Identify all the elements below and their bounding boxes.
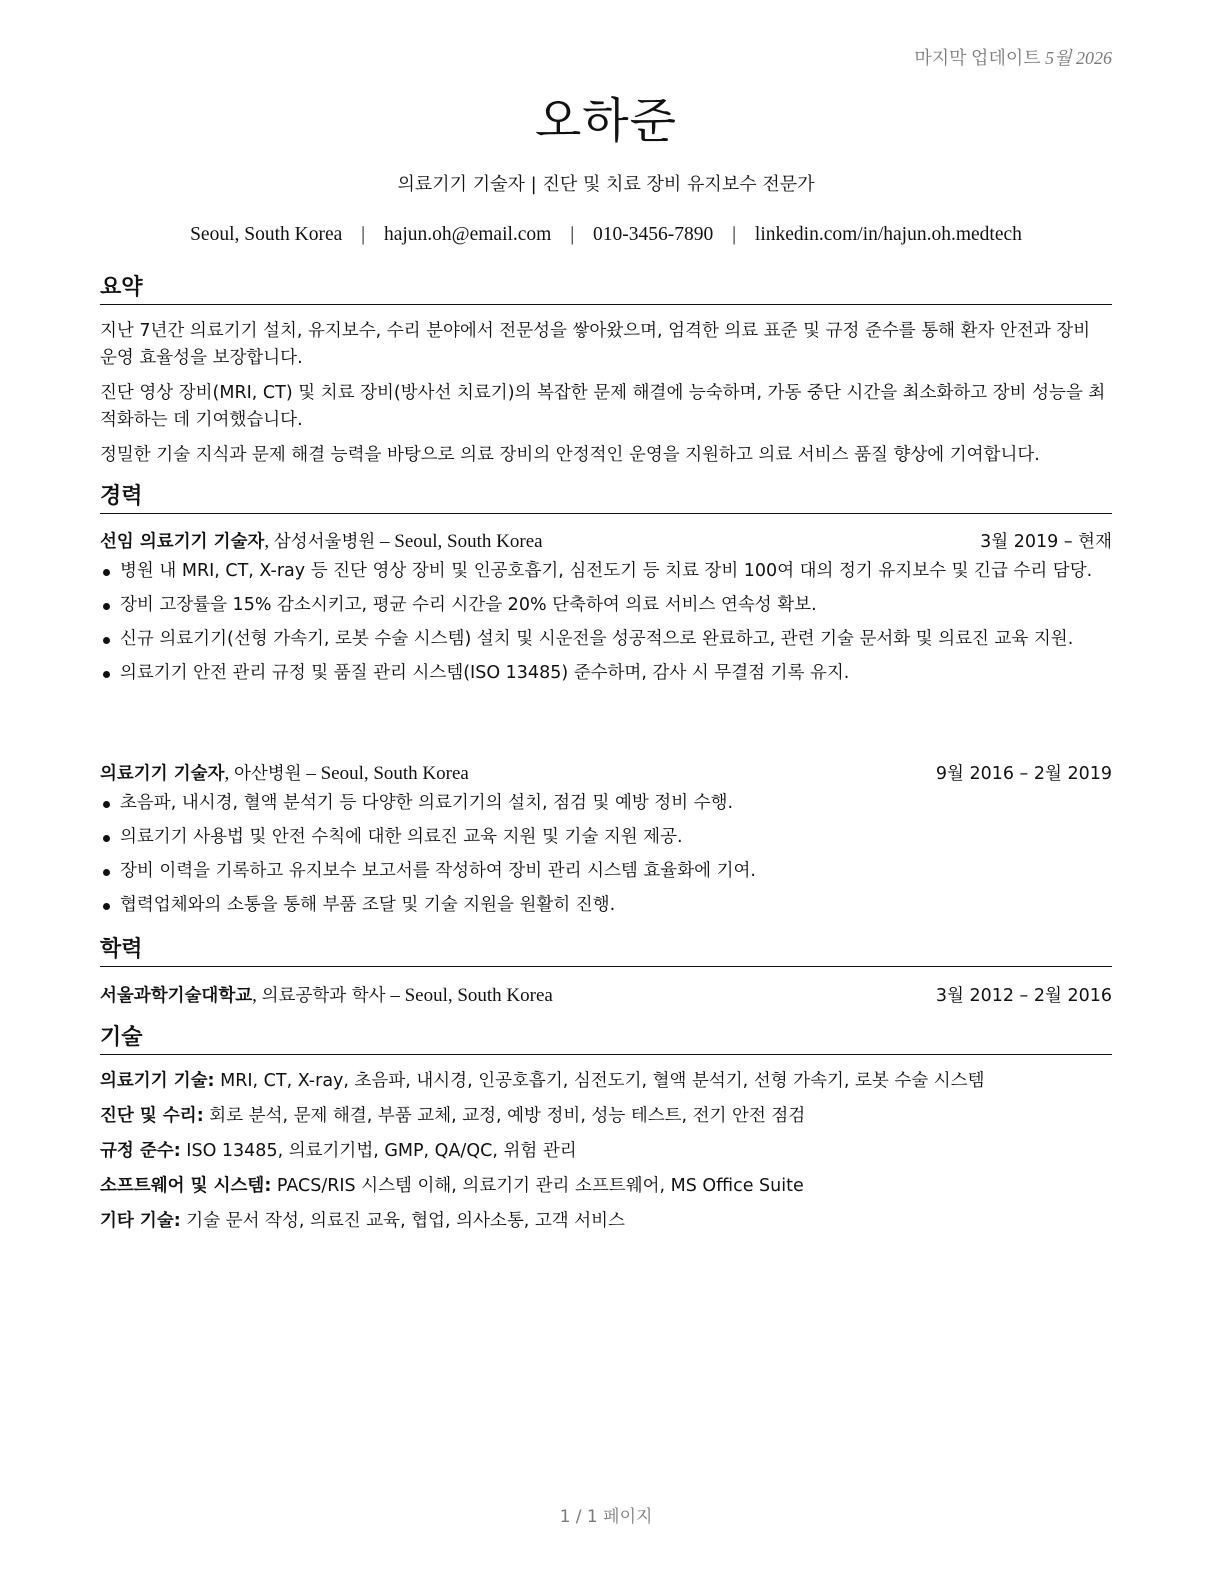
experience-entry — [100, 760, 1112, 926]
bullet-dot-icon — [103, 637, 110, 644]
job-location: Seoul, South Korea — [320, 763, 469, 784]
skill-value: ISO 13485, 의료기기법, GMP, QA/QC, 위험 관리 — [186, 1141, 577, 1161]
summary-paragraph: 지난 7년간 의료기기 설치, 유지보수, 수리 분야에서 전문성을 쌓아왔으며, 엄격한 의료 표준 및 규정 준수를 통해 환자 안전과 장비 운영 효율성을 보장합니다. — [100, 321, 1091, 368]
list-item — [100, 660, 1112, 687]
skill-label: 소프트웨어 및 시스템: — [100, 1176, 272, 1196]
section-heading-education: 학력 — [100, 936, 1112, 967]
bullet-text: 의료기기 안전 관리 규정 및 품질 관리 시스템(ISO 13485) 준수하며, 감사 시 무결점 기록 유지. — [120, 663, 850, 683]
skill-row — [100, 1208, 1112, 1235]
section-heading-skills: 기술 — [100, 1024, 1112, 1055]
job-role: 선임 의료기기 기술자 — [100, 532, 265, 552]
list-item — [100, 592, 1112, 619]
entry-title: 서울과학기술대학교, 의료공학과 학사 – Seoul, South Korea — [100, 985, 553, 1006]
section-heading-summary: 요약 — [100, 274, 1112, 305]
list-item — [100, 790, 1112, 817]
bullet-text: 신규 의료기기(선형 가속기, 로봇 수술 시스템) 설치 및 시운전을 성공적으로 완료하고, 관련 기술 문서화 및 의료진 교육 지원. — [120, 629, 1074, 649]
list-item — [100, 626, 1112, 653]
job-org: 삼성서울병원 — [273, 532, 376, 552]
contact-separator: | — [570, 224, 575, 245]
summary-paragraph: 진단 영상 장비(MRI, CT) 및 치료 장비(방사선 치료기)의 복잡한 문제 해결에 능숙하며, 가동 중단 시간을 최소화하고 장비 성능을 최적화하는 데 기여했습니다. — [100, 383, 1106, 430]
contact-location: Seoul, South Korea — [190, 224, 343, 245]
list-item — [100, 892, 1112, 919]
last-updated — [914, 44, 1112, 70]
school-location: Seoul, South Korea — [404, 985, 553, 1006]
skill-value: 기술 문서 작성, 의료진 교육, 협업, 의사소통, 고객 서비스 — [186, 1211, 625, 1231]
bullet-text: 의료기기 사용법 및 안전 수칙에 대한 의료진 교육 지원 및 기술 지원 제공. — [120, 827, 683, 847]
skill-row — [100, 1103, 1112, 1130]
contact-separator: | — [732, 224, 737, 245]
bullet-text: 협력업체와의 소통을 통해 부품 조달 및 기술 지원을 원활히 진행. — [120, 895, 616, 915]
bullet-text: 장비 이력을 기록하고 유지보수 보고서를 작성하여 장비 관리 시스템 효율화에 기여. — [120, 861, 756, 881]
bullet-dot-icon — [103, 801, 110, 808]
section-heading-experience: 경력 — [100, 483, 1112, 514]
skill-label: 규정 준수: — [100, 1141, 181, 1161]
list-item — [100, 558, 1112, 585]
experience-entry — [100, 528, 1112, 694]
candidate-name: 오하준 — [534, 93, 678, 149]
list-item — [100, 858, 1112, 885]
resume-page — [100, 0, 1112, 1584]
summary-paragraph: 정밀한 기술 지식과 문제 해결 능력을 바탕으로 의료 장비의 안정적인 운영을 지원하고 의료 서비스 품질 향상에 기여합니다. — [100, 445, 1040, 465]
summary-section — [100, 318, 1112, 477]
job-dates: 3월 2019 – 현재 — [980, 532, 1112, 552]
skill-label: 기타 기술: — [100, 1211, 181, 1231]
entry-header — [100, 982, 1112, 1010]
entry-title: 의료기기 기술자, 아산병원 – Seoul, South Korea — [100, 763, 469, 784]
skill-value: MRI, CT, X-ray, 초음파, 내시경, 인공호흡기, 심전도기, 혈액 분석기, 선형 가속기, 로봇 수술 시스템 — [220, 1071, 985, 1091]
bullet-dot-icon — [103, 671, 110, 678]
list-item — [100, 824, 1112, 851]
job-location: Seoul, South Korea — [394, 531, 543, 552]
education-dates: 3월 2012 – 2월 2016 — [935, 986, 1112, 1006]
skill-row — [100, 1173, 1112, 1200]
skill-value: PACS/RIS 시스템 이해, 의료기기 관리 소프트웨어, MS Office Suite — [276, 1176, 804, 1196]
page-indicator: 1 / 1 페이지 — [559, 1507, 653, 1527]
entry-title: 선임 의료기기 기술자, 삼성서울병원 – Seoul, South Korea — [100, 531, 543, 552]
degree: 의료공학과 학사 — [261, 986, 386, 1006]
bullet-dot-icon — [103, 869, 110, 876]
bullet-dot-icon — [103, 835, 110, 842]
job-bullets — [100, 558, 1112, 687]
bullet-dot-icon — [103, 903, 110, 910]
contact-email[interactable]: hajun.oh@email.com — [383, 224, 552, 245]
school-name: 서울과학기술대학교 — [100, 986, 253, 1006]
skill-label: 의료기기 기술: — [100, 1071, 215, 1091]
skill-value: 회로 분석, 문제 해결, 부품 교체, 교정, 예방 정비, 성능 테스트, 전기 안전 점검 — [209, 1106, 806, 1126]
skill-row — [100, 1068, 1112, 1095]
entry-header — [100, 528, 1112, 556]
last-updated-label: 마지막 업데이트 — [914, 48, 1041, 68]
candidate-subtitle: 의료기기 기술자 | 진단 및 치료 장비 유지보수 전문가 — [397, 174, 815, 195]
bullet-dot-icon — [103, 603, 110, 610]
bullet-text: 병원 내 MRI, CT, X-ray 등 진단 영상 장비 및 인공호흡기, 심전도기 등 치료 장비 100여 대의 정기 유지보수 및 긴급 수리 담당. — [120, 561, 1093, 581]
contact-phone: 010-3456-7890 — [593, 224, 714, 245]
education-entry — [100, 982, 1112, 1010]
entry-header — [100, 760, 1112, 788]
job-bullets — [100, 790, 1112, 919]
job-org: 아산병원 — [233, 764, 302, 784]
contact-line — [100, 224, 1112, 246]
skill-label: 진단 및 수리: — [100, 1106, 204, 1126]
bullet-dot-icon — [103, 569, 110, 576]
job-role: 의료기기 기술자 — [100, 764, 225, 784]
skills-section — [100, 1068, 1112, 1243]
bullet-text: 초음파, 내시경, 혈액 분석기 등 다양한 의료기기의 설치, 점검 및 예방 정비 수행. — [120, 793, 734, 813]
skill-row — [100, 1138, 1112, 1165]
contact-linkedin[interactable]: linkedin.com/in/hajun.oh.medtech — [754, 224, 1022, 245]
last-updated-date: 5월 2026 — [1045, 48, 1112, 68]
contact-separator: | — [361, 224, 366, 245]
bullet-text: 장비 고장률을 15% 감소시키고, 평균 수리 시간을 20% 단축하여 의료 서비스 연속성 확보. — [120, 595, 817, 615]
job-dates: 9월 2016 – 2월 2019 — [935, 764, 1112, 784]
